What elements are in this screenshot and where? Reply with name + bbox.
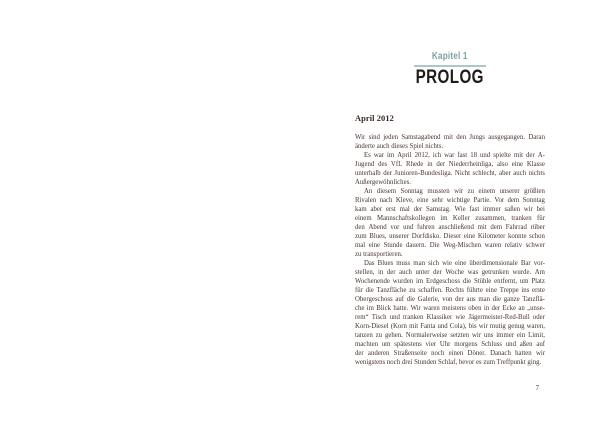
text-line: kam aber erst mal der Samstag. Wie fast immer saßen wir bei (355, 206, 545, 213)
text-line: einem Mannschaftskollegen im Keller zusammen, tranken für (355, 215, 545, 222)
text-line: Korn-Diesel (Korn mit Fanta und Cola), bis wir mutig genug waren, (355, 323, 545, 330)
chapter-kicker (355, 51, 545, 62)
paragraph (355, 133, 545, 151)
text-line: tanzen zu gehen. Normalerweise setzten wir uns immer ein Limit, (355, 332, 545, 339)
text-line: Rivalen nach Kleve, eine sehr wichtige Partie. Vor dem Sonntag (355, 197, 545, 204)
text-line: mal eine Stunde dauern. Die Weg-Mischen waren relativ schwer (355, 242, 545, 249)
text-line: stellen, in der auch unter der Woche was getrunken wurde. Am (355, 269, 545, 276)
paragraph (355, 151, 545, 187)
text-line: An diesem Sonntag mussten wir zu einem unserer größten (364, 188, 545, 195)
text-line: zu transportieren. (355, 251, 403, 258)
body-text (355, 133, 545, 367)
paragraph (355, 259, 545, 367)
content-right-page (355, 0, 545, 424)
text-line: änderte auch dieses Spiel nichts. (355, 143, 444, 150)
text-line: wenigstens noch drei Stunden Schlaf, bevor es zum Treffpunkt ging. (355, 359, 542, 366)
chapter-kicker-label: Kapitel 1 (432, 51, 468, 62)
text-line: Jugend des VfL Rhede in der Niederrheinliga, also eine Klasse (355, 161, 545, 168)
text-line: Wochenende wurden im Erdgeschoss die Stühle entfernt, um Platz (355, 278, 545, 285)
paragraph (355, 187, 545, 259)
section-date: April 2012 (355, 114, 394, 123)
page-number: 7 (535, 384, 539, 392)
text-line: Das Blues muss man sich wie eine überdimensionale Bar vor- (364, 260, 545, 267)
chapter-title (355, 67, 545, 88)
text-line: unterhalb der Junioren-Bundesliga. Nicht schlecht, aber auch nichts (355, 170, 545, 177)
text-line: der anderen Straßenseite noch einen Döner. Danach hatten wir (355, 350, 545, 357)
text-line: rem“ Tisch und tranken Klassiker wie Jägermeister-Red-Bull oder (355, 314, 545, 321)
text-line: Obergeschoss auf die Galerie, von der aus man die ganze Tanzflä- (355, 296, 545, 303)
text-line: den Abend vor und fuhren anschließend mit dem Fahrrad rüber (355, 224, 545, 231)
text-line: Es war im April 2012, ich war fast 18 und spielte mit der A- (364, 152, 545, 159)
text-line: Außergewöhnliches. (355, 179, 411, 186)
text-line: für die Tanzfläche zu schaffen. Rechts führte eine Treppe ins erste (355, 287, 545, 294)
chapter-title-label: PROLOG (415, 66, 485, 88)
text-line: machten um spätestens vier Uhr morgens Schluss und aßen auf (355, 341, 545, 348)
text-line: Wir sind jeden Samstagabend mit den Jungs ausgegangen. Daran (355, 134, 545, 141)
text-line: zum Blues, unserer Dorfdisko. Dieser eine Kilometer konnte schon (355, 233, 545, 240)
text-line: che im Blick hatte. Wir waren meistens oben in der Ecke an „unse- (355, 305, 545, 312)
